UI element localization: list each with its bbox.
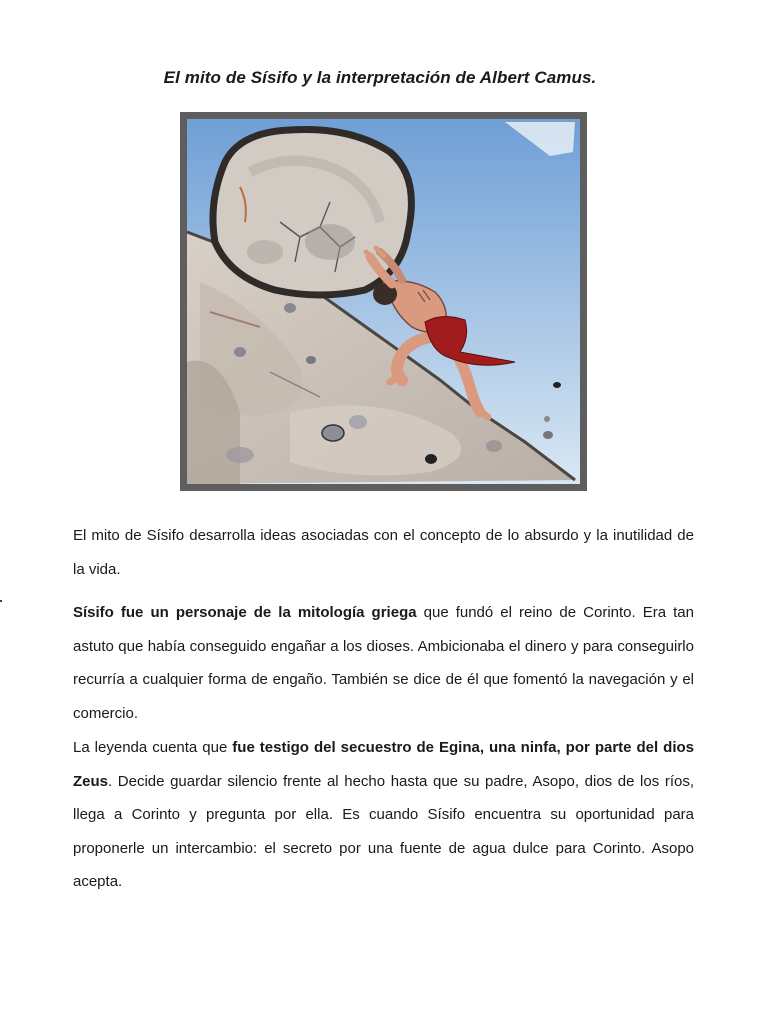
margin-mark bbox=[0, 600, 2, 602]
paragraph-2-bold-lead: Sísifo fue un personaje de la mitología griega bbox=[73, 604, 417, 621]
paragraph-2-rest: que fundó el reino de Corinto. Era tan astuto que había conseguido engañar a los dioses. Ambicionaba el dinero y para conseguirlo recurría a cualquier forma de engaño. También se dice de él que fomentó la navegación y el comercio. bbox=[73, 604, 694, 722]
paragraph-3-rest: . Decide guardar silencio frente al hecho hasta que su padre, Asopo, dios de los ríos, llega a Corinto y pregunta por ella. Es cuando Sísifo encuentra su oportunidad para proponerle un intercambio: el secreto por una fuente de agua dulce para Corinto. Asopo acepta. bbox=[73, 772, 694, 891]
paragraph-3-bold: fue testigo del secuestro de Egina, una ninfa, por parte del dios Zeus bbox=[73, 739, 695, 790]
paragraph-3 bbox=[73, 731, 694, 899]
paragraph-1: El mito de Sísifo desarrolla ideas asociadas con el concepto de lo absurdo y la inutilidad de la vida. bbox=[73, 527, 694, 578]
paragraph-2 bbox=[73, 596, 694, 730]
paragraph-3-lead: La leyenda cuenta que bbox=[73, 739, 233, 756]
sisyphus-illustration bbox=[180, 112, 587, 491]
document-title: El mito de Sísifo y la interpretación de Albert Camus. bbox=[163, 68, 597, 87]
